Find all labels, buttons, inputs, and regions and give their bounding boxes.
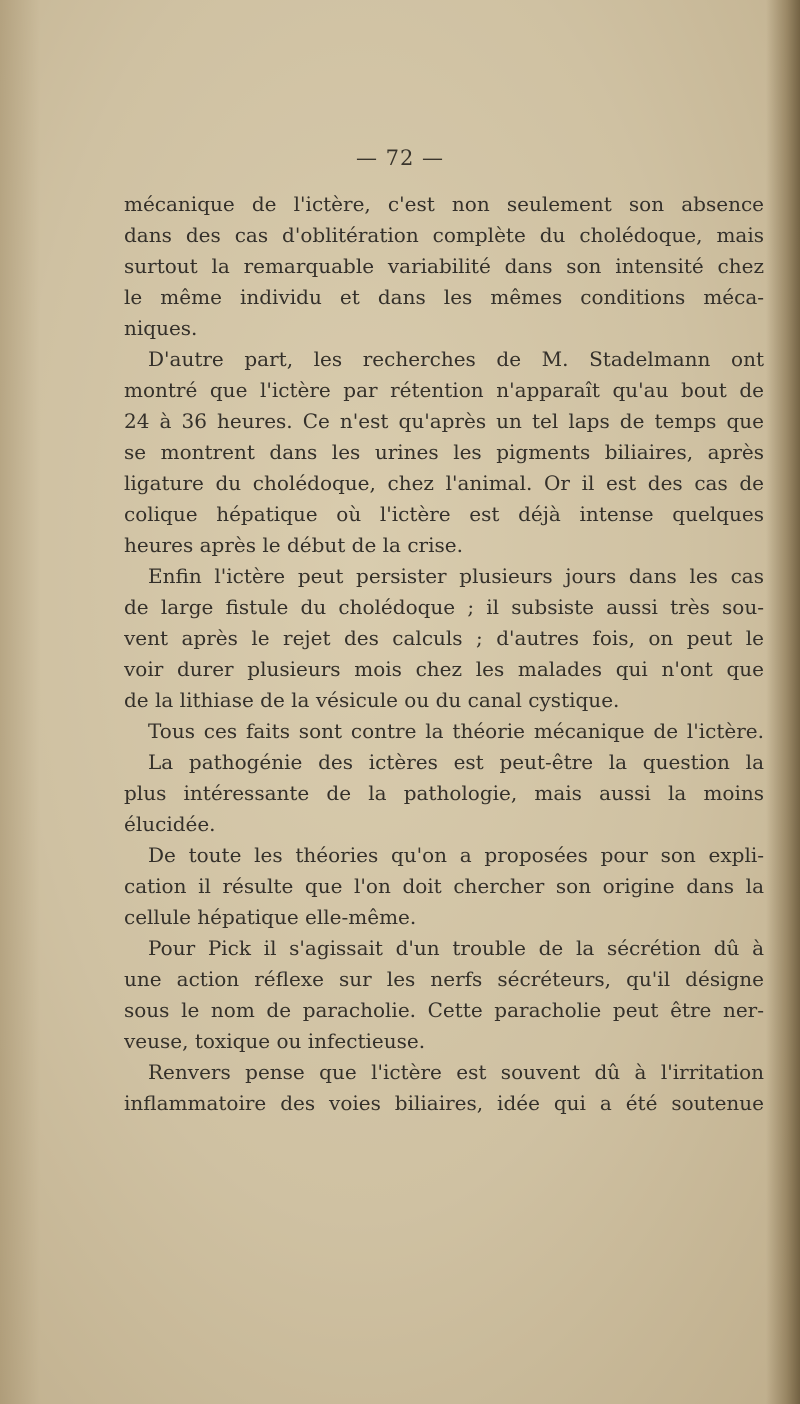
text-line: ligature du cholédoque, chez l'animal. Or il est des cas de [124,471,764,495]
text-line: se montrent dans les urines les pigments biliaires, après [124,440,764,464]
text-line: Tous ces faits sont contre la théorie mécanique de l'ictère. [148,719,764,743]
text-line: de large fistule du cholédoque ; il subsiste aussi très sou- [124,595,764,619]
text-line: élucidée. [124,812,216,836]
text-line: montré que l'ictère par rétention n'apparaît qu'au bout de [124,378,764,402]
text-line: Renvers pense que l'ictère est souvent dû à l'irritation [148,1060,764,1084]
text-line: cation il résulte que l'on doit chercher son origine dans la [124,874,764,898]
text-line: niques. [124,316,198,340]
text-line: 24 à 36 heures. Ce n'est qu'après un tel laps de temps que [124,409,764,433]
text-line: Enfin l'ictère peut persister plusieurs jours dans les cas [148,564,764,588]
text-line: inflammatoire des voies biliaires, idée qui a été soutenue [124,1091,764,1115]
text-line: mécanique de l'ictère, c'est non seulement son absence [124,192,764,216]
text-line: Pour Pick il s'agissait d'un trouble de la sécrétion dû à [148,936,764,960]
text-line: surtout la remarquable variabilité dans son intensité chez [124,254,764,278]
text-line: vent après le rejet des calculs ; d'autres fois, on peut le [124,626,764,650]
body-text [124,189,764,1119]
text-line: La pathogénie des ictères est peut-être la question la [148,750,764,774]
text-line: de la lithiase de la vésicule ou du canal cystique. [124,688,620,712]
text-line: D'autre part, les recherches de M. Stadelmann ont [148,347,764,371]
text-line: veuse, toxique ou infectieuse. [124,1029,426,1053]
page-number: — 72 — [355,146,445,170]
text-line: une action réflexe sur les nerfs sécréteurs, qu'il désigne [124,967,764,991]
page-edge-shadow-left [0,0,40,1404]
text-line: le même individu et dans les mêmes conditions méca- [124,285,764,309]
text-line: plus intéressante de la pathologie, mais aussi la moins [124,781,764,805]
text-line: voir durer plusieurs mois chez les malades qui n'ont que [124,657,764,681]
text-line: colique hépatique où l'ictère est déjà intense quelques [124,502,764,526]
text-line: dans des cas d'oblitération complète du cholédoque, mais [124,223,764,247]
text-line: De toute les théories qu'on a proposées pour son expli- [148,843,764,867]
page-edge-shadow-right [766,0,800,1404]
text-line: heures après le début de la crise. [124,533,463,557]
text-line: sous le nom de paracholie. Cette paracholie peut être ner- [124,998,764,1022]
text-line: cellule hépatique elle-même. [124,905,417,929]
